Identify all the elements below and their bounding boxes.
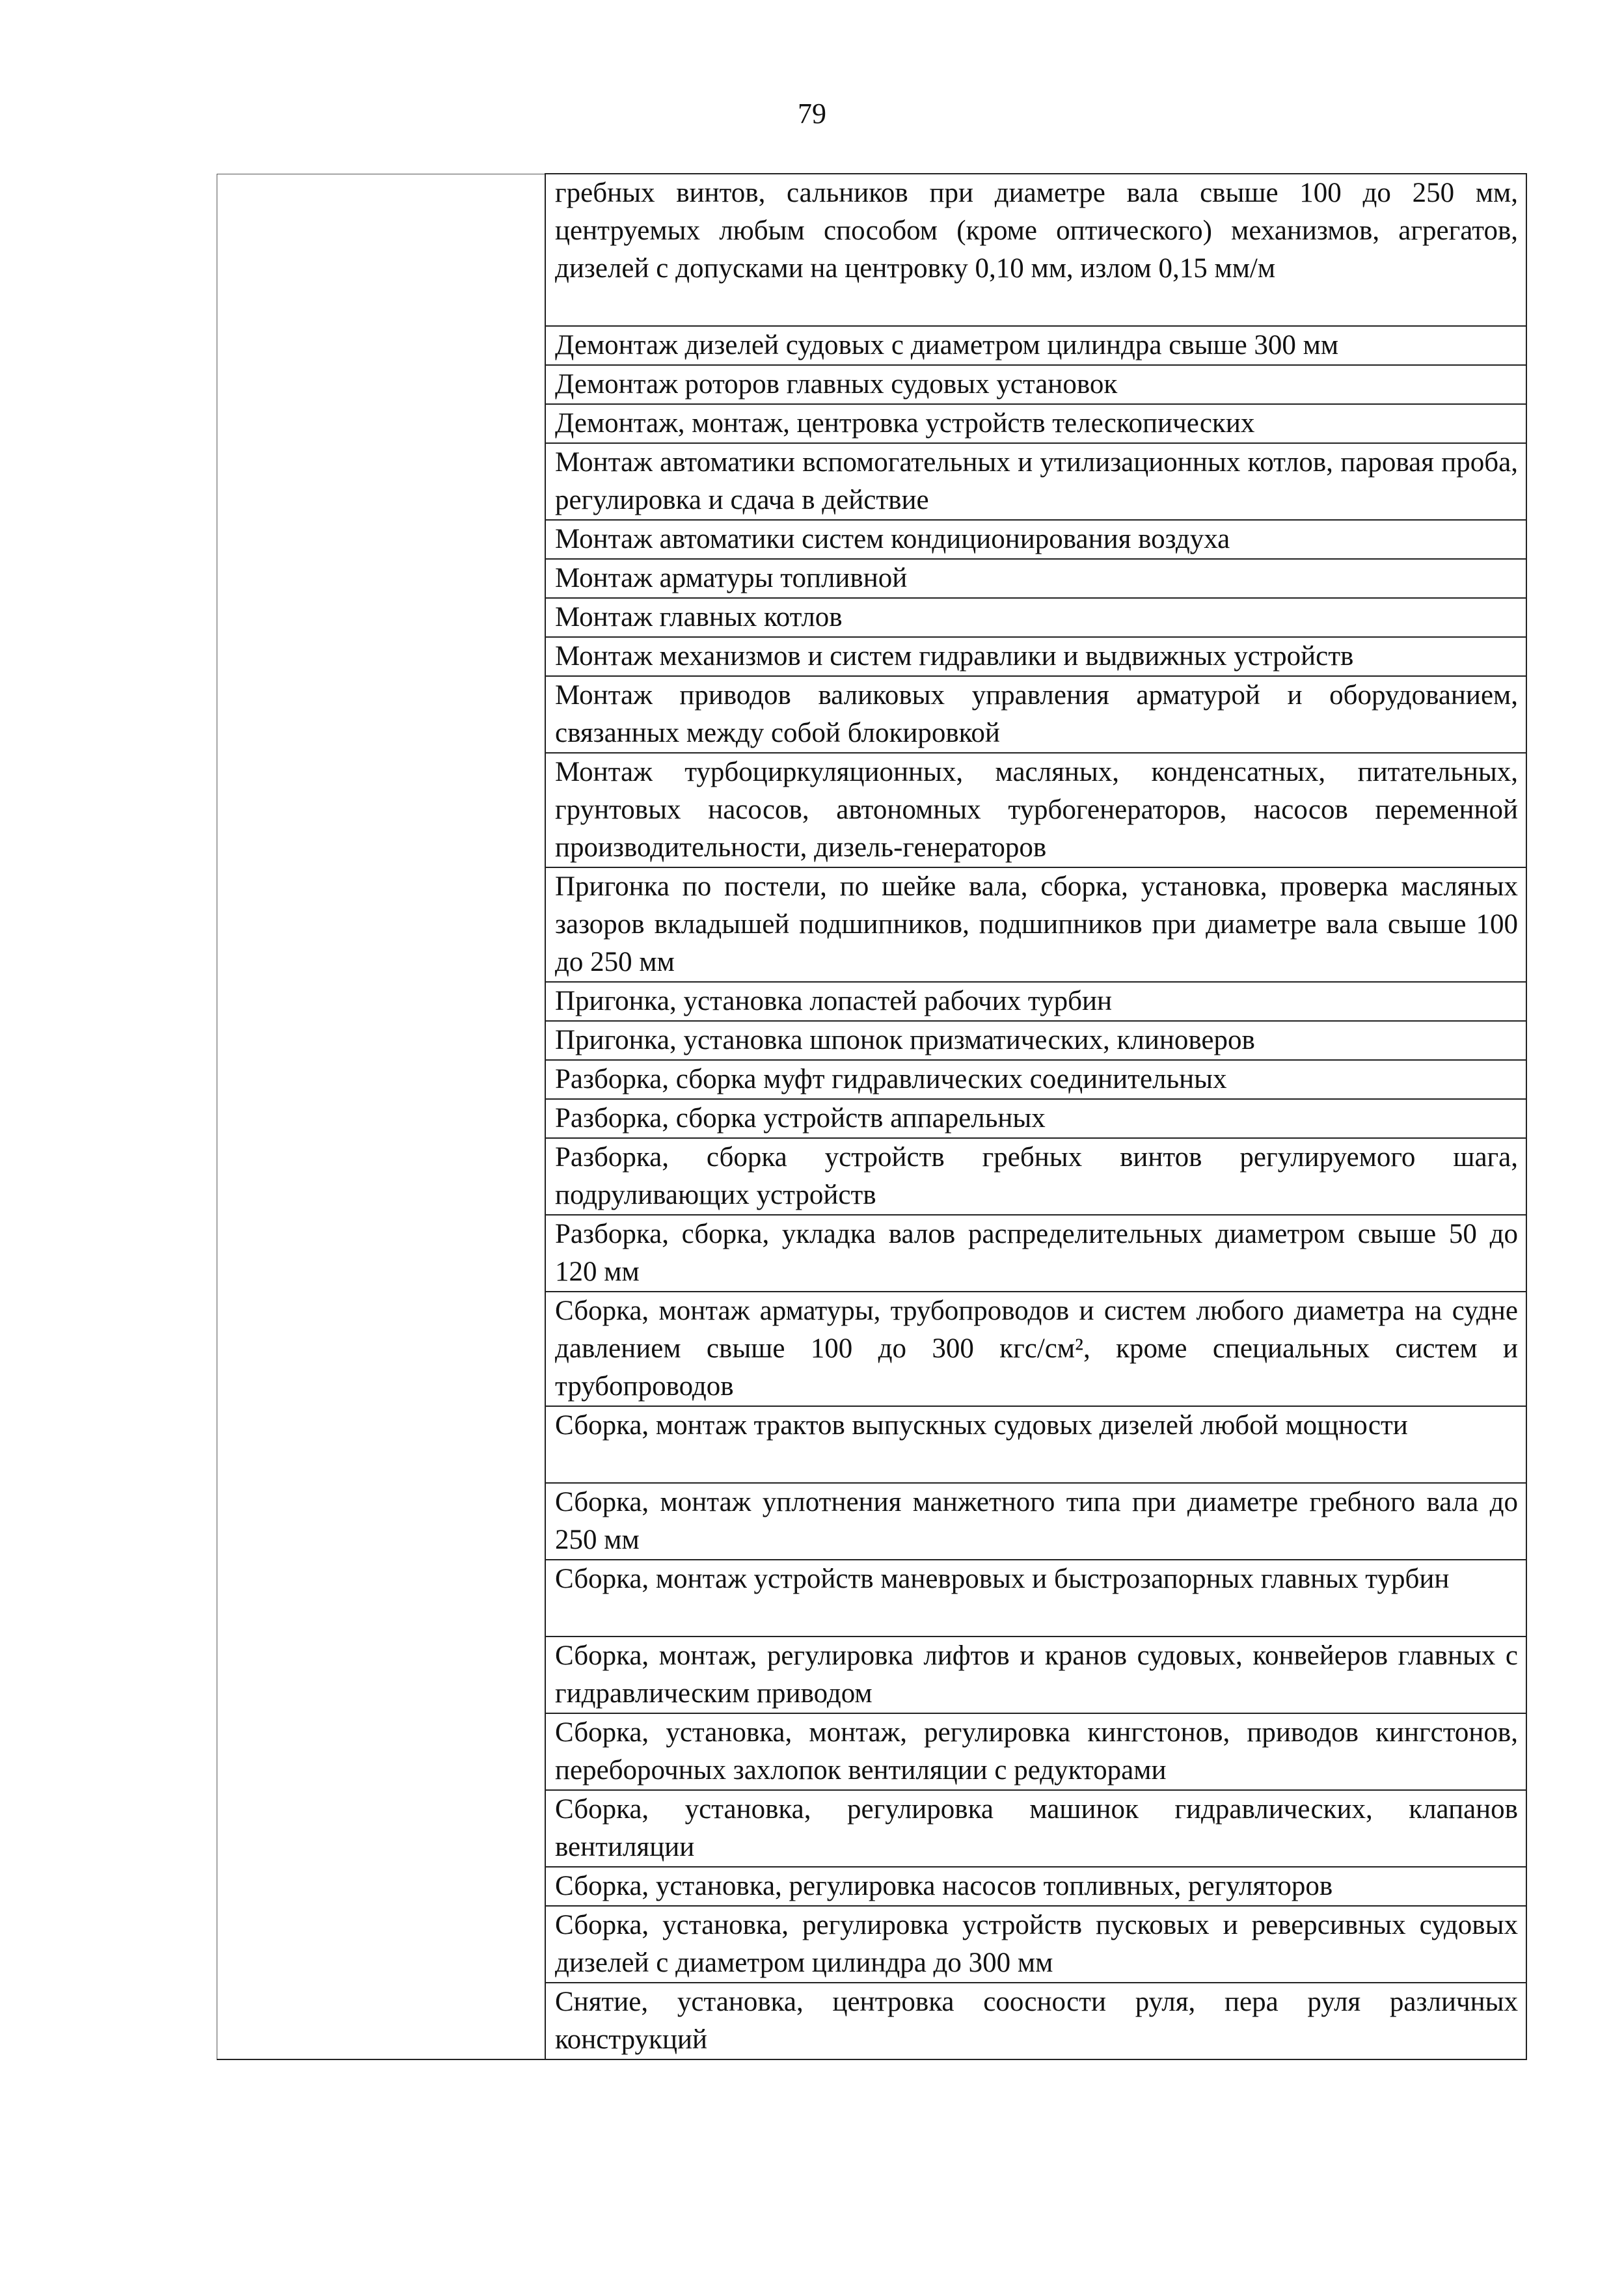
- work-item-text: Демонтаж, монтаж, центровка устройств телескопических: [555, 408, 1255, 439]
- work-item-text: Пригонка, установка шпонок призматических, клиноверов: [555, 1025, 1255, 1055]
- work-item-cell: [545, 520, 1526, 559]
- work-item-cell: [545, 1483, 1526, 1560]
- work-item-text: Пригонка, установка лопастей рабочих турбин: [555, 986, 1112, 1016]
- work-item-cell: [545, 1983, 1526, 2059]
- work-item-cell: [545, 559, 1526, 598]
- work-item-text: Демонтаж роторов главных судовых установок: [555, 369, 1118, 400]
- work-item-text: Сборка, монтаж трактов выпускных судовых дизелей любой мощности: [555, 1410, 1408, 1441]
- work-item-cell: [545, 598, 1526, 637]
- work-item-cell: [545, 1560, 1526, 1637]
- work-item-cell: [545, 637, 1526, 676]
- table-row: [217, 174, 1527, 326]
- work-item-text: Пригонка по постели, по шейке вала, сборка, установка, проверка масляных зазоров вкладышей подшипников, подшипников при диаметре вала свыше 100 до 250 мм: [555, 871, 1518, 977]
- work-item-text: Сборка, установка, регулировка насосов топливных, регуляторов: [555, 1871, 1333, 1901]
- work-item-cell: [545, 1713, 1526, 1790]
- work-item-text: Сборка, монтаж арматуры, трубопроводов и систем любого диаметра на судне давлением свыше 100 до 300 кгс/см², кроме специальных систем и трубопроводов: [555, 1296, 1518, 1402]
- work-item-text: Сборка, установка, регулировка машинок гидравлических, клапанов вентиляции: [555, 1794, 1518, 1862]
- left-empty-cell: [217, 174, 546, 2059]
- work-item-cell: [545, 1637, 1526, 1713]
- work-item-cell: [545, 982, 1526, 1021]
- work-item-cell: [545, 404, 1526, 443]
- work-item-text: гребных винтов, сальников при диаметре вала свыше 100 до 250 мм, центруемых любым способом (кроме оптического) механизмов, агрегатов, дизелей с допусками на центровку 0,10 мм, излом 0,15 мм/м: [555, 178, 1518, 284]
- work-item-cell: [545, 326, 1526, 365]
- work-item-text: Монтаж автоматики вспомогательных и утилизационных котлов, паровая проба, регулировка и сдача в действие: [555, 447, 1518, 515]
- work-item-text: Сборка, установка, монтаж, регулировка кингстонов, приводов кингстонов, переборочных захлопок вентиляции с редукторами: [555, 1717, 1518, 1786]
- work-item-cell: [545, 1021, 1526, 1060]
- work-item-text: Сборка, монтаж уплотнения манжетного типа при диаметре гребного вала до 250 мм: [555, 1487, 1518, 1555]
- work-item-text: Разборка, сборка, укладка валов распределительных диаметром свыше 50 до 120 мм: [555, 1219, 1518, 1287]
- work-item-cell: [545, 867, 1526, 982]
- work-item-text: Разборка, сборка устройств аппарельных: [555, 1103, 1046, 1134]
- work-item-text: Сборка, монтаж устройств маневровых и быстрозапорных главных турбин: [555, 1564, 1450, 1594]
- work-item-cell: [545, 1406, 1526, 1483]
- work-item-cell: [545, 1215, 1526, 1292]
- work-item-cell: [545, 443, 1526, 520]
- work-item-text: Разборка, сборка муфт гидравлических соединительных: [555, 1064, 1227, 1094]
- work-item-text: Монтаж главных котлов: [555, 602, 843, 632]
- work-item-text: Демонтаж дизелей судовых с диаметром цилиндра свыше 300 мм: [555, 330, 1339, 360]
- work-item-text: Монтаж арматуры топливной: [555, 563, 908, 593]
- work-item-text: Снятие, установка, центровка соосности руля, пера руля различных конструкций: [555, 1987, 1518, 2055]
- page-number: 79: [798, 98, 826, 129]
- work-item-cell: [545, 1292, 1526, 1406]
- work-item-cell: [545, 1790, 1526, 1867]
- work-item-cell: [545, 676, 1526, 753]
- work-item-text: Разборка, сборка устройств гребных винтов регулируемого шага, подруливающих устройств: [555, 1142, 1518, 1210]
- work-item-cell: [545, 1906, 1526, 1983]
- work-item-cell: [545, 1099, 1526, 1138]
- work-list-table: [217, 173, 1527, 2060]
- work-item-cell: [545, 1867, 1526, 1906]
- work-item-text: Сборка, установка, регулировка устройств пусковых и реверсивных судовых дизелей с диаметром цилиндра до 300 мм: [555, 1910, 1518, 1978]
- work-item-cell: [545, 1138, 1526, 1215]
- work-item-text: Монтаж приводов валиковых управления арматурой и оборудованием, связанных между собой блокировкой: [555, 680, 1518, 748]
- work-item-cell: [545, 365, 1526, 404]
- work-item-text: Монтаж механизмов и систем гидравлики и выдвижных устройств: [555, 641, 1354, 672]
- work-item-cell: [545, 174, 1526, 326]
- work-item-text: Сборка, монтаж, регулировка лифтов и кранов судовых, конвейеров главных с гидравлическим приводом: [555, 1640, 1518, 1709]
- work-item-cell: [545, 1060, 1526, 1099]
- work-item-text: Монтаж турбоциркуляционных, масляных, конденсатных, питательных, грунтовых насосов, автономных турбогенераторов, насосов переменной производительности, дизель-генераторов: [555, 757, 1518, 863]
- work-item-text: Монтаж автоматики систем кондиционирования воздуха: [555, 524, 1230, 554]
- work-item-cell: [545, 753, 1526, 867]
